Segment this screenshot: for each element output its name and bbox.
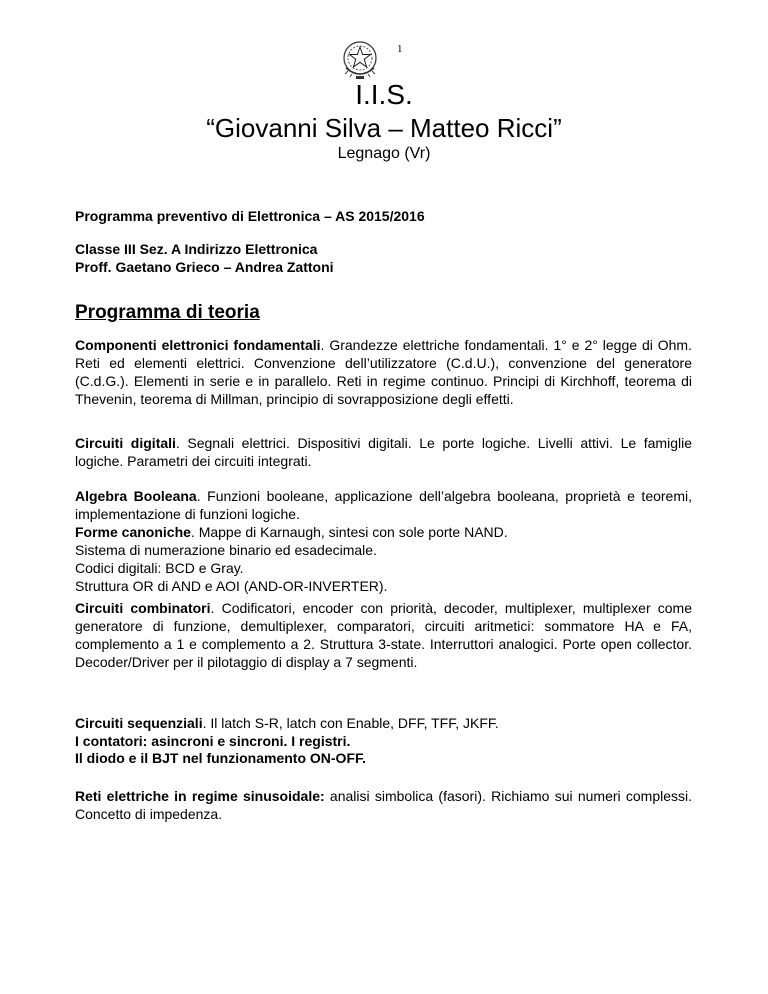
- contatori-line: I contatori: asincroni e sincroni. I registri.: [75, 733, 351, 749]
- topic-heading: Algebra Booleana: [75, 488, 197, 504]
- topic-diodo-bjt: [75, 749, 692, 767]
- struttura-line: Struttura OR di AND e AOI (AND-OR-INVERTER).: [75, 578, 388, 594]
- sequenziali-line: [75, 714, 692, 732]
- topic-text: . Mappe di Karnaugh, sintesi con sole porte NAND.: [190, 524, 508, 540]
- topic-text: . Il latch S-R, latch con Enable, DFF, TFF, JKFF.: [202, 715, 499, 731]
- topic-heading: Forme canoniche: [75, 524, 191, 540]
- topic-heading: Componenti elettronici fondamentali: [75, 337, 321, 353]
- italian-republic-emblem-icon: [340, 38, 380, 82]
- topic-heading: Circuiti combinatori: [75, 600, 211, 616]
- algebra-line: [75, 487, 692, 523]
- topic-circuiti-combinatori: [75, 599, 692, 671]
- forme-canoniche-line: [75, 523, 692, 541]
- topic-text: . Codificatori, encoder con priorità, decoder, multiplexer, multiplexer come generatore di funzione, demultiplexer, comparatori, circuiti aritmetici: sommatore HA e FA, complemento a 1 e complemento a 2. Struttura 3-state. Interruttori analogici. Porte open collector. Decoder/Driver per il pilotaggio di display a 7 segmenti.: [75, 600, 693, 670]
- topic-text: . Segnali elettrici. Dispositivi digitali. Le porte logiche. Livelli attivi. Le famiglie logiche. Parametri dei circuiti integrati.: [75, 435, 692, 469]
- school-city: Legnago (Vr): [337, 145, 431, 162]
- topic-circuiti-digitali: [75, 434, 692, 470]
- topic-text: . Funzioni booleane, applicazione dell’algebra booleana, proprietà e teoremi, implementazione di funzioni logiche.: [75, 488, 693, 522]
- topic-heading: Circuiti digitali: [75, 435, 176, 451]
- topic-heading: Circuiti sequenziali: [75, 715, 203, 731]
- topic-reti-sinusoidali: [75, 787, 692, 823]
- numerazione-line: Sistema di numerazione binario ed esadecimale.: [75, 542, 377, 558]
- program-title: Programma preventivo di Elettronica – AS 2015/2016: [75, 208, 425, 224]
- topic-algebra-booleana: [75, 487, 692, 595]
- class-line: Classe III Sez. A Indirizzo Elettronica: [75, 241, 318, 257]
- section-title: Programma di teoria: [75, 302, 260, 323]
- topic-componenti: [75, 336, 692, 408]
- page-number: 1: [397, 43, 403, 55]
- topic-text: . Grandezze elettriche fondamentali. 1° e 2° legge di Ohm. Reti ed elementi elettrici. Convenzione dell’utilizzatore (C.d.U.), convenzione del generatore (C.d.G.). Elementi in serie e in parallelo. Reti in regime continuo. Principi di Kirchhoff, teorema di Thevenin, teorema di Millman, principio di sovrapposizione degli effetti.: [75, 337, 692, 407]
- school-name: “Giovanni Silva – Matteo Ricci”: [206, 113, 562, 143]
- topic-circuiti-sequenziali: [75, 714, 692, 750]
- topic-heading: Reti elettriche in regime sinusoidale:: [75, 788, 325, 804]
- professors-line: Proff. Gaetano Grieco – Andrea Zattoni: [75, 259, 334, 275]
- codici-line: Codici digitali: BCD e Gray.: [75, 560, 244, 576]
- topic-heading: Il diodo e il BJT nel funzionamento ON-OFF.: [75, 750, 366, 766]
- school-type: I.I.S.: [355, 79, 413, 110]
- topic-text: analisi simbolica (fasori). Richiamo sui numeri complessi. Concetto di impedenza.: [75, 788, 693, 822]
